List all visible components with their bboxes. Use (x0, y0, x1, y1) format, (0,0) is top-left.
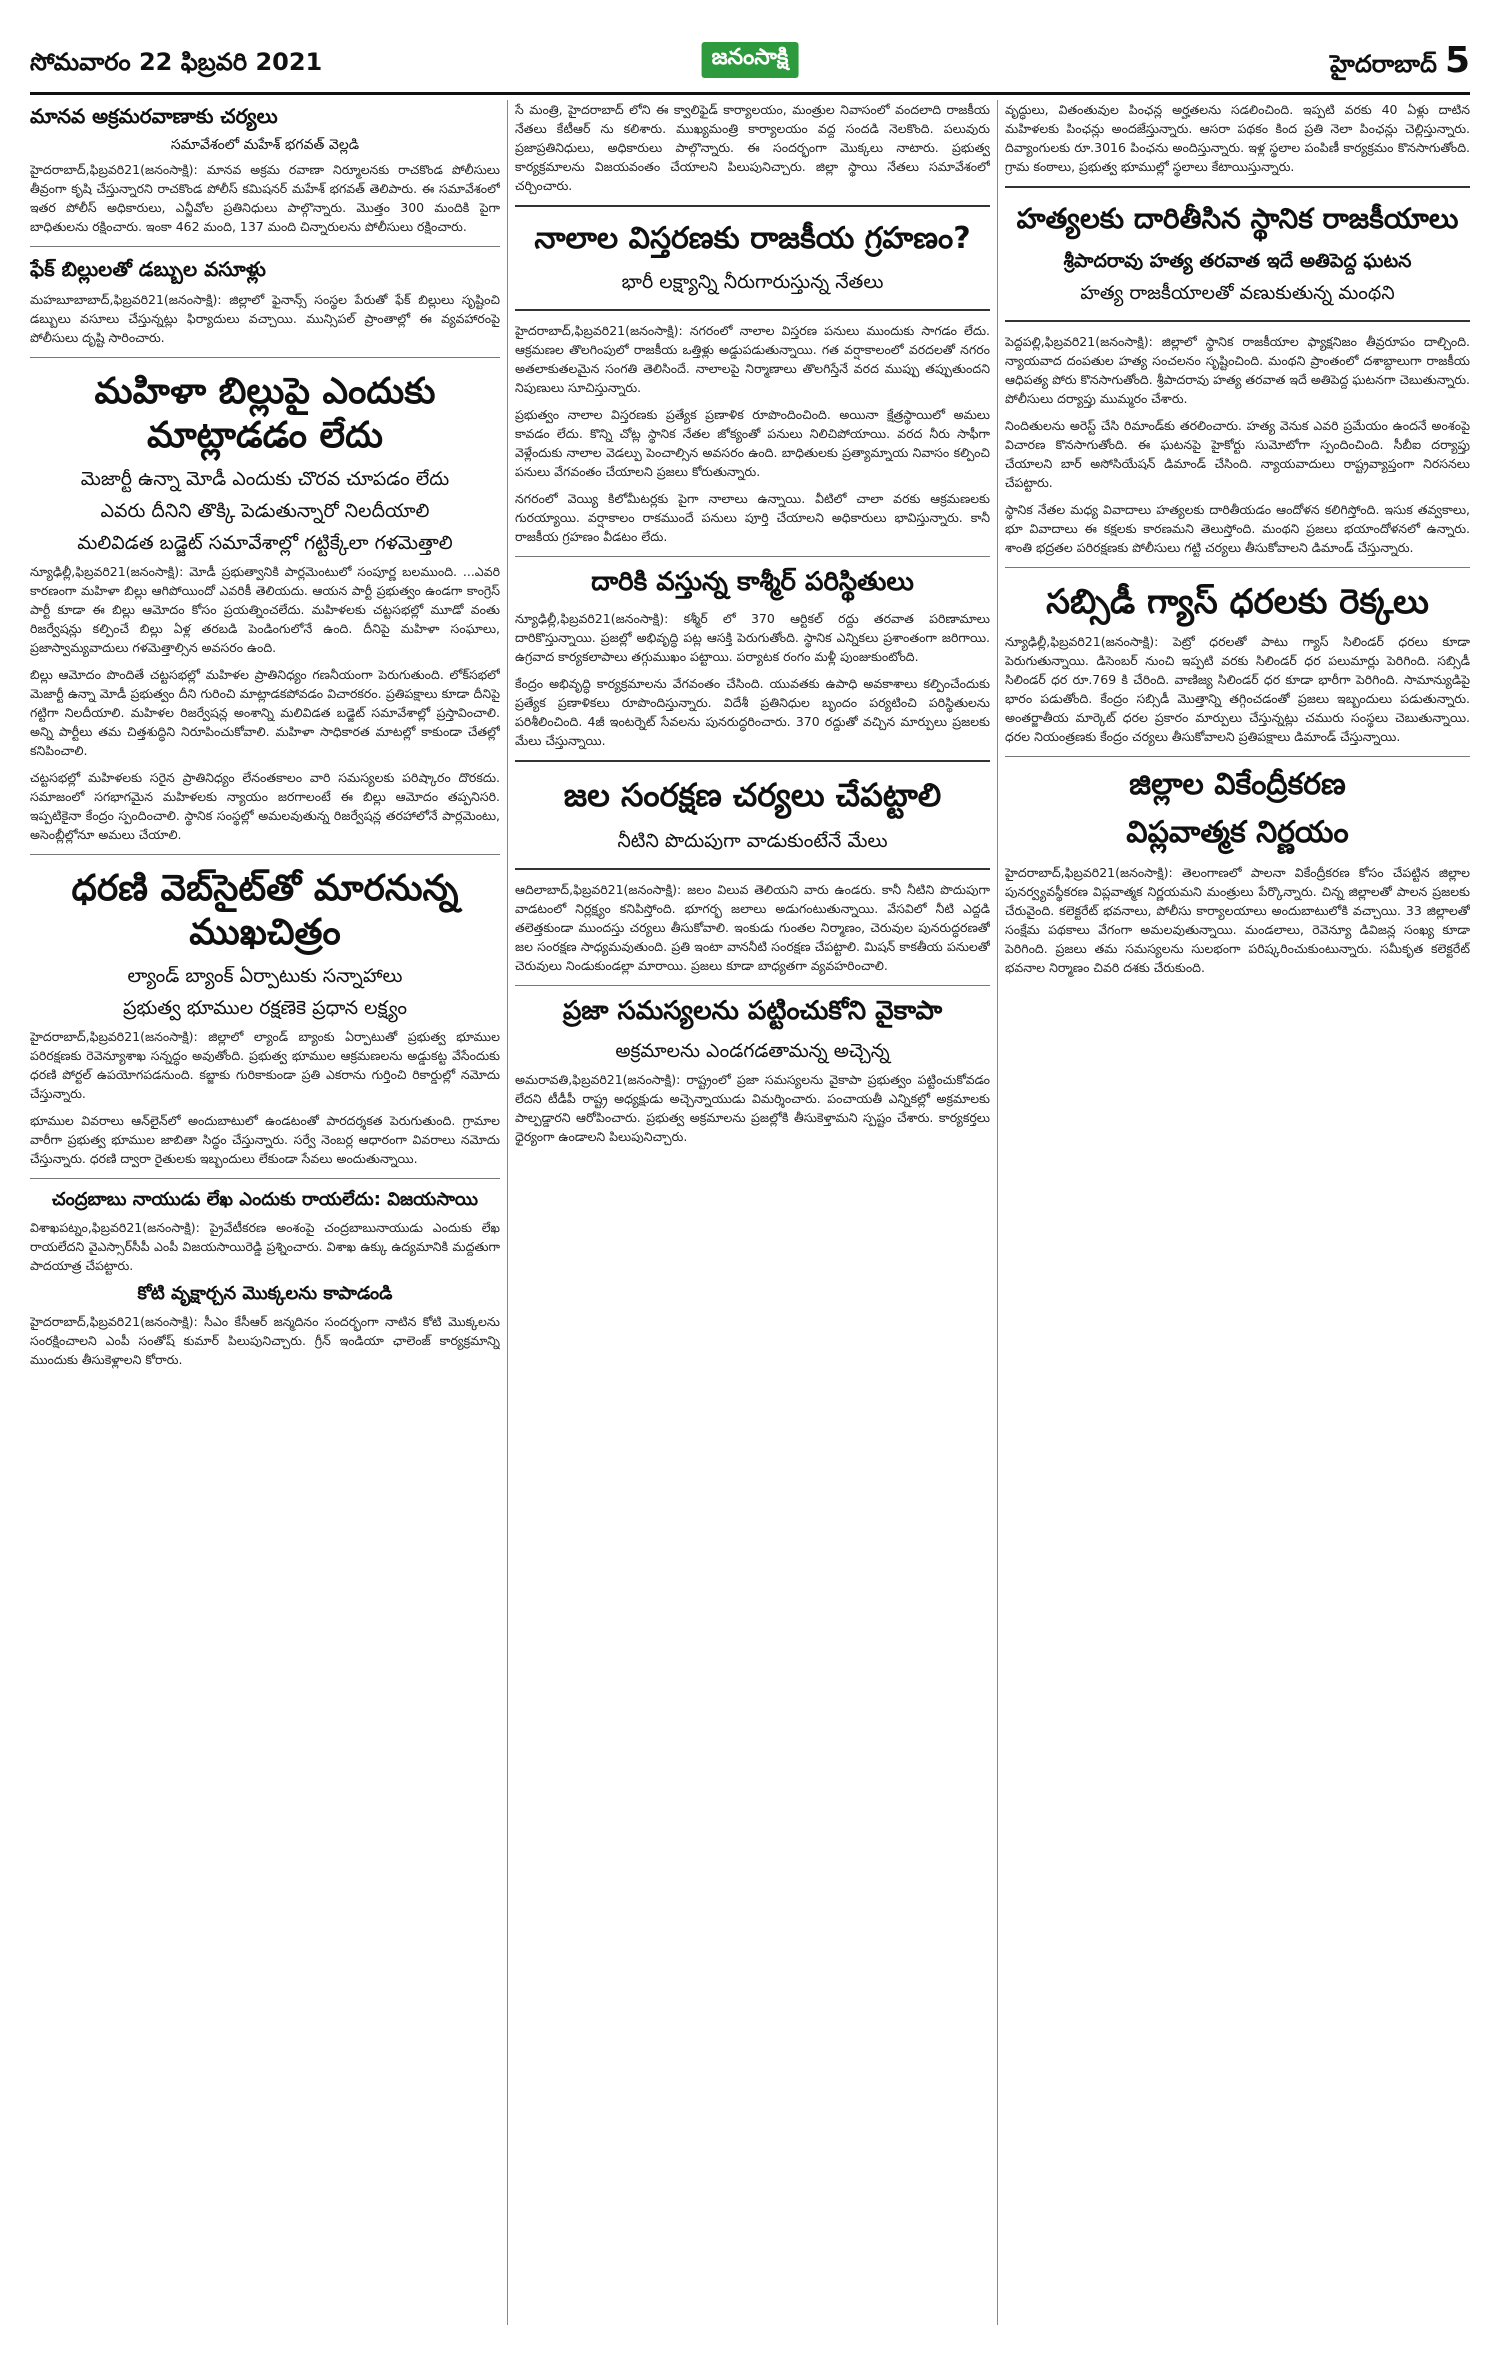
article-body: పెద్దపల్లి,ఫిబ్రవరి21(జనంసాక్షి): జిల్లాలో స్థానిక రాజకీయాల ఫ్యాక్షనిజం తీవ్రరూపం దాల్చింది. న్యాయవాద దంపతుల హత్య సంచలనం సృష్టించింది. మంథని ప్రాంతంలో దశాబ్దాలుగా రాజకీయ ఆధిపత్య పోరు కొనసాగుతోంది. శ్రీపాదరావు హత్య తరవాత ఇదే అతిపెద్ద ఘటనగా చెబుతున్నారు. పోలీసులు దర్యాప్తు ముమ్మరం చేశారు. (1005, 334, 1470, 406)
article-subhead: మెజార్టీ ఉన్నా మోడీ ఎందుకు చొరవ చూపడం లేదు (80, 468, 450, 490)
headline-box (515, 205, 990, 311)
headline-box (1005, 186, 1470, 322)
article-subhead: ఎవరు దీనిని తొక్కి పెడుతున్నారో నిలదీయాలి (100, 500, 430, 522)
article-body: స్థానిక నేతల మధ్య వివాదాలు హత్యలకు దారితీయడం ఆందోళన కలిగిస్తోంది. ఇసుక తవ్వకాలు, భూ వివాదాలు ఈ కక్షలకు కారణమని తెలుస్తోంది. మంథని ప్రజలు భయాందోళనలో ఉన్నారు. శాంతి భద్రతల పరిరక్షణకు పోలీసులు గట్టి చర్యలు తీసుకోవాలని డిమాండ్ చేస్తున్నారు. (1005, 502, 1470, 555)
article-subhead: శ్రీపాదరావు హత్య తరవాత ఇదే అతిపెద్ద ఘటన (1063, 250, 1412, 272)
article-headline: మహిళా బిల్లుపై ఎందుకు మాట్లాడడం లేదు (94, 371, 436, 456)
column-3 (1005, 100, 1470, 2325)
newspaper-logo (702, 42, 799, 78)
article-headline: దారికి వస్తున్న కాశ్మీర్ పరిస్థితులు (591, 567, 914, 597)
article-subhead: నీటిని పొదుపుగా వాడుకుంటేనే మేలు (617, 830, 888, 852)
article-body: న్యూఢిల్లీ,ఫిబ్రవరి21(జనంసాక్షి): మోడీ ప్రభుత్వానికి పార్లమెంటులో సంపూర్ణ బలముంది. ...ఎవరి కారణంగా మహిళా బిల్లు ఆగిపోయిందో ఎవరికీ తెలియదు. ఆయన పార్టీ ప్రభుత్వం ఉండగా కాంగ్రెస్ పార్టీ కూడా ఈ బిల్లు ఆమోదం కోసం ప్రయత్నించలేదు. మహిళలకు చట్టసభల్లో మూడో వంతు రిజర్వేషన్లు కల్పించే బిల్లు ఏళ్ల తరబడి పెండింగులోనే ఉంది. దీనిపై మహిళా సంఘాలు, ప్రజాస్వామ్యవాదులు గళమెత్తాల్సిన అవసరం ఉంది. (30, 564, 500, 655)
issue-date: సోమవారం 22 ఫిబ్రవరి 2021 (30, 48, 323, 76)
article-subhead: హత్య రాజకీయాలతో వణుకుతున్న మంథని (1080, 282, 1395, 304)
divider (1005, 756, 1470, 757)
article-body: హైదరాబాద్,ఫిబ్రవరి21(జనంసాక్షి): మానవ అక్రమ రవాణా నిర్మూలనకు రాచకొండ పోలీసులు తీవ్రంగా కృషి చేస్తున్నారని రాచకొండ పోలీస్ కమిషనర్ మహేశ్ భగవత్ తెలిపారు. ఈ సమావేశంలో ఇతర పోలీస్ అధికారులు, ఎన్జీవోల ప్రతినిధులు పాల్గొన్నారు. మొత్తం 300 మందికి పైగా బాధితులను రక్షించారు. ఇంకా 462 మంది, 137 మంది చిన్నారులను పోలీసులు రక్షించారు. (30, 162, 500, 234)
headline-box (515, 760, 990, 870)
divider (30, 854, 500, 855)
column-divider (997, 100, 998, 2325)
article-body: హైదరాబాద్,ఫిబ్రవరి21(జనంసాక్షి): జిల్లాలో ల్యాండ్ బ్యాంకు ఏర్పాటుతో ప్రభుత్వ భూముల పరిరక్షణకు రెవెన్యూశాఖ సన్నద్ధం అవుతోంది. ప్రభుత్వ భూముల ఆక్రమణలను అడ్డుకట్ట వేసేందుకు ధరణి పోర్టల్ ఉపయోగపడనుంది. కబ్జాకు గురికాకుండా ప్రతి ఎకరాను గుర్తించి రికార్డుల్లో నమోదు చేస్తున్నారు. (30, 1029, 500, 1101)
article-body: కేంద్రం అభివృద్ధి కార్యక్రమాలను వేగవంతం చేసింది. యువతకు ఉపాధి అవకాశాలు కల్పించేందుకు ప్రత్యేక ప్రణాళికలు రూపొందిస్తున్నారు. విదేశీ ప్రతినిధుల బృందం పర్యటించి పరిస్థితులను పరిశీలించింది. 4జీ ఇంటర్నెట్ సేవలను పునరుద్ధరించారు. 370 రద్దుతో వచ్చిన మార్పులు ప్రజలకు మేలు చేస్తున్నాయి. (515, 676, 990, 748)
article-headline: నాలాల విస్తరణకు రాజకీయ గ్రహణం? (534, 221, 971, 256)
article-body: హైదరాబాద్,ఫిబ్రవరి21(జనంసాక్షి): సీఎం కేసీఆర్ జన్మదినం సందర్భంగా నాటిన కోటి మొక్కలను సంరక్షించాలని ఎంపీ సంతోష్ కుమార్ పిలుపునిచ్చారు. గ్రీన్ ఇండియా ఛాలెంజ్ కార్యక్రమాన్ని ముందుకు తీసుకెళ్లాలని కోరారు. (30, 1314, 500, 1367)
article-subhead: మలివిడత బడ్జెట్ సమావేశాల్లో గట్టిక్కేలా గళమెత్తాలి (77, 532, 453, 554)
article-headline: హత్యలకు దారితీసిన స్థానిక రాజకీయాలు (1016, 202, 1459, 235)
article-headline: విప్లవాత్మక నిర్ణయం (1126, 815, 1349, 850)
article-headline: జిల్లాల వికేంద్రీకరణ (1129, 767, 1346, 802)
article-headline: ధరణి వెబ్‌సైట్‌తో మారనున్న ముఖచిత్రం (71, 868, 459, 953)
divider (30, 357, 500, 358)
column-2 (515, 100, 990, 2325)
article-body: న్యూఢిల్లీ,ఫిబ్రవరి21(జనంసాక్షి): కశ్మీర్ లో 370 ఆర్టికల్ రద్దు తరవాత పరిణామాలు దారికొస్తున్నాయి. ప్రజల్లో అభివృద్ధి పట్ల ఆసక్తి పెరుగుతోంది. స్థానిక ఎన్నికలు ప్రశాంతంగా జరిగాయి. ఉగ్రవాద కార్యకలాపాలు తగ్గుముఖం పట్టాయి. పర్యాటక రంగం మళ్లీ పుంజుకుంటోంది. (515, 611, 990, 664)
page-number: 5 (1444, 40, 1470, 81)
divider (30, 1178, 500, 1179)
article-body: బిల్లు ఆమోదం పొందితే చట్టసభల్లో మహిళల ప్రాతినిధ్యం గణనీయంగా పెరుగుతుంది. లోక్‌సభలో మెజార్టీ ఉన్నా మోడీ ప్రభుత్వం దీని గురించి మాట్లాడకపోవడం విచారకరం. ప్రతిపక్షాలు కూడా దీనిపై గట్టిగా నిలదీయాలి. మహిళల రిజర్వేషన్ల అంశాన్ని మలివిడత బడ్జెట్ సమావేశాల్లో ప్రస్తావించాలి. అన్ని పార్టీలు తమ చిత్తశుద్ధిని నిరూపించుకోవాలి. మహిళా సాధికారత మాటల్లో కాకుండా చేతల్లో కనిపించాలి. (30, 667, 500, 758)
column-1 (30, 100, 500, 2325)
article-subhead: భారీ లక్ష్యాన్ని నీరుగారుస్తున్న నేతలు (621, 271, 884, 293)
divider (515, 985, 990, 986)
article-body: సే మంత్రి, హైదరాబాద్ లోని ఈ క్వాలిఫైడ్ కార్యాలయం, మంత్రుల నివాసంలో వందలాది రాజకీయ నేతలు కేటీఆర్ ను కలిశారు. ముఖ్యమంత్రి కార్యాలయం వద్ద సందడి నెలకొంది. పలువురు ప్రజాప్రతినిధులు, అధికారులు పాల్గొన్నారు. ఈ సందర్భంగా మొక్కలు నాటారు. ప్రభుత్వ కార్యక్రమాలను విజయవంతం చేయాలని పిలుపునిచ్చారు. జిల్లా స్థాయి నేతలు సమావేశంలో చర్చించారు. (515, 102, 990, 193)
article-body: హైదరాబాద్,ఫిబ్రవరి21(జనంసాక్షి): తెలంగాణలో పాలనా వికేంద్రీకరణ కోసం చేపట్టిన జిల్లాల పునర్వ్యవస్థీకరణ విప్లవాత్మక నిర్ణయమని మంత్రులు పేర్కొన్నారు. చిన్న జిల్లాలతో పాలన ప్రజలకు చేరువైంది. కలెక్టరేట్ భవనాలు, పోలీసు కార్యాలయాలు అందుబాటులోకి వచ్చాయి. 33 జిల్లాలతో సంక్షేమ పథకాలు వేగంగా అమలవుతున్నాయి. మండలాలు, రెవెన్యూ డివిజన్ల సంఖ్య కూడా పెరిగింది. ప్రజలు తమ సమస్యలను సులభంగా పరిష్కరించుకుంటున్నారు. సమీకృత కలెక్టరేట్ భవనాల నిర్మాణం చివరి దశకు చేరుకుంది. (1005, 865, 1470, 975)
article-subhead: ల్యాండ్ బ్యాంక్ ఏర్పాటుకు సన్నాహాలు (127, 965, 403, 987)
article-body: న్యూఢిల్లీ,ఫిబ్రవరి21(జనంసాక్షి): పెట్రో ధరలతో పాటు గ్యాస్ సిలిండర్ ధరలు కూడా పెరుగుతున్నాయి. డిసెంబర్ నుంచి ఇప్పటి వరకు సిలిండర్ ధర పలుమార్లు పెరిగింది. సబ్సిడీ సిలిండర్ ధర రూ.769 కి చేరింది. వాణిజ్య సిలిండర్ ధర కూడా భారీగా పెరిగింది. సామాన్యుడిపై భారం పడుతోంది. కేంద్రం సబ్సిడీ మొత్తాన్ని తగ్గించడంతో ప్రజలు ఇబ్బందులు పడుతున్నారు. అంతర్జాతీయ మార్కెట్ ధరల ప్రకారం మార్పులు చేస్తున్నట్లు చమురు సంస్థలు చెబుతున్నాయి. ధరల నియంత్రణకు కేంద్రం చర్యలు తీసుకోవాలని ప్రతిపక్షాలు డిమాండ్ చేస్తున్నాయి. (1005, 634, 1470, 744)
article-body: భూముల వివరాలు ఆన్‌లైన్‌లో అందుబాటులో ఉండటంతో పారదర్శకత పెరుగుతుంది. గ్రామాల వారీగా ప్రభుత్వ భూముల జాబితా సిద్ధం చేస్తున్నారు. సర్వే నెంబర్ల ఆధారంగా వివరాలు నమోదు చేస్తున్నారు. ధరణి ద్వారా రైతులకు ఇబ్బందులు లేకుండా సేవలు అందుతున్నాయి. (30, 1113, 500, 1166)
article-body: మహబూబాబాద్,ఫిబ్రవరి21(జనంసాక్షి): జిల్లాలో ఫైనాన్స్ సంస్థల పేరుతో ఫేక్ బిల్లులు సృష్టించి డబ్బులు వసూలు చేస్తున్నట్లు ఫిర్యాదులు వచ్చాయి. మున్సిపల్ ప్రాంతాల్లో ఈ వ్యవహారంపై పోలీసులు దృష్టి సారించారు. (30, 292, 500, 345)
article-body: నగరంలో వెయ్యి కిలోమీటర్లకు పైగా నాలాలు ఉన్నాయి. వీటిలో చాలా వరకు ఆక్రమణలకు గురయ్యాయి. వర్షాకాలం రాకముందే పనులు పూర్తి చేయాలని అధికారులు భావిస్తున్నారు. కానీ రాజకీయ గ్రహణం వీడటం లేదు. (515, 491, 990, 544)
article-body: ప్రభుత్వం నాలాల విస్తరణకు ప్రత్యేక ప్రణాళిక రూపొందించింది. అయినా క్షేత్రస్థాయిలో అమలు కావడం లేదు. కొన్ని చోట్ల స్థానిక నేతల జోక్యంతో పనులు నిలిచిపోయాయి. వరద నీరు సాఫీగా వెళ్లేందుకు నాలాల వెడల్పు పెంచాల్సిన అవసరం ఉంది. బాధితులకు ప్రత్యామ్నాయ నివాసం కల్పించి పనులు వేగవంతం చేయాలని ప్రజలు కోరుతున్నారు. (515, 407, 990, 479)
article-body: అమరావతి,ఫిబ్రవరి21(జనంసాక్షి): రాష్ట్రంలో ప్రజా సమస్యలను వైకాపా ప్రభుత్వం పట్టించుకోవడం లేదని టీడీపీ రాష్ట్ర అధ్యక్షుడు అచ్చెన్నాయుడు విమర్శించారు. పంచాయతీ ఎన్నికల్లో అక్రమాలకు పాల్పడ్డారని ఆరోపించారు. ప్రభుత్వ అక్రమాలను ప్రజల్లోకి తీసుకెళ్తామని స్పష్టం చేశారు. కార్యకర్తలు ధైర్యంగా ఉండాలని పిలుపునిచ్చారు. (515, 1072, 990, 1144)
article-headline: కోటి వృక్షార్చన మొక్కలను కాపాడండి (137, 1283, 393, 1304)
article-body: విశాఖపట్నం,ఫిబ్రవరి21(జనంసాక్షి): ప్రైవేటీకరణ అంశంపై చంద్రబాబునాయుడు ఎందుకు లేఖ రాయలేదని వైఎస్సార్‌సీపీ ఎంపీ విజయసాయిరెడ్డి ప్రశ్నించారు. విశాఖ ఉక్కు ఉద్యమానికి మద్దతుగా పాదయాత్ర చేపట్టారు. (30, 1220, 500, 1273)
divider (515, 556, 990, 557)
column-divider (507, 100, 508, 2325)
divider (1005, 567, 1470, 568)
article-subhead: అక్రమాలను ఎండగడతామన్న అచ్చెన్న (615, 1040, 890, 1062)
article-headline: ప్రజా సమస్యలను పట్టించుకోని వైకాపా (562, 996, 943, 1026)
article-headline: చంద్రబాబు నాయుడు లేఖ ఎందుకు రాయలేదు: విజయసాయి (51, 1189, 479, 1210)
edition-city: హైదరాబాద్ (1330, 50, 1437, 78)
article-body: వృద్ధులు, వితంతువుల పింఛన్ల అర్హతలను సడలించింది. ఇప్పటి వరకు 40 ఏళ్లు దాటిన మహిళలకు పింఛన్లు అందజేస్తున్నారు. ఆసరా పథకం కింద ప్రతి నెలా పింఛన్లు చెల్లిస్తున్నారు. దివ్యాంగులకు రూ.3016 పింఛను అందిస్తున్నారు. ఇళ్ల స్థలాల పంపిణీ కార్యక్రమం కొనసాగుతోంది. గ్రామ కంఠాలు, ప్రభుత్వ భూముల్లో స్థలాలు కేటాయిస్తున్నారు. (1005, 102, 1470, 174)
article-headline: ఫేక్ బిల్లులతో డబ్బుల వసూళ్లు (30, 257, 266, 281)
divider (30, 246, 500, 247)
article-body: నిందితులను అరెస్ట్ చేసి రిమాండ్‌కు తరలించారు. హత్య వెనుక ఎవరి ప్రమేయం ఉందనే అంశంపై విచారణ కొనసాగుతోంది. ఈ ఘటనపై హైకోర్టు సుమోటోగా స్పందించింది. సీబీఐ దర్యాప్తు చేయాలని బార్ అసోసియేషన్ డిమాండ్ చేసింది. న్యాయవాదులు రాష్ట్రవ్యాప్తంగా నిరసనలు చేపట్టారు. (1005, 418, 1470, 490)
masthead-rule (30, 92, 1470, 95)
article-headline: సబ్సిడీ గ్యాస్ ధరలకు రెక్కలు (1046, 582, 1429, 622)
masthead (30, 38, 1470, 88)
article-body: ఆదిలాబాద్,ఫిబ్రవరి21(జనంసాక్షి): జలం విలువ తెలియని వారు ఉండరు. కానీ నీటిని పొదుపుగా వాడటంలో నిర్లక్ష్యం కనిపిస్తోంది. భూగర్భ జలాలు అడుగంటుతున్నాయి. వేసవిలో నీటి ఎద్దడి తలెత్తకుండా ముందస్తు చర్యలు తీసుకోవాలి. ఇంకుడు గుంతల నిర్మాణం, చెరువుల పునరుద్ధరణతో జల సంరక్షణ సాధ్యమవుతుంది. ప్రతి ఇంటా వాననీటి సంరక్షణ చేపట్టాలి. మిషన్ కాకతీయ పనులతో చెరువులు నిండుకుండల్లా మారాయి. ప్రజలు కూడా బాధ్యతగా వ్యవహరించాలి. (515, 882, 990, 973)
article-headline: మానవ అక్రమరవాణాకు చర్యలు (30, 104, 278, 128)
logo-text: జనంసాక్షి (702, 42, 799, 78)
article-body: హైదరాబాద్,ఫిబ్రవరి21(జనంసాక్షి): నగరంలో నాలాల విస్తరణ పనులు ముందుకు సాగడం లేదు. ఆక్రమణల తొలగింపులో రాజకీయ ఒత్తిళ్లు అడ్డుపడుతున్నాయి. గత వర్షాకాలంలో వరదలతో నగరం అతలాకుతలమైన సంగతి తెలిసిందే. నాలాలపై నిర్మాణాలు తొలగిస్తేనే వరద ముప్పు తప్పుతుందని నిపుణులు సూచిస్తున్నారు. (515, 323, 990, 395)
article-subhead: ప్రభుత్వ భూముల రక్షణెకె ప్రధాన లక్ష్యం (122, 997, 408, 1019)
article-headline: జల సంరక్షణ చర్యలు చేపట్టాలి (563, 776, 942, 814)
article-body: చట్టసభల్లో మహిళలకు సరైన ప్రాతినిధ్యం లేనంతకాలం వారి సమస్యలకు పరిష్కారం దొరకదు. సమాజంలో సగభాగమైన మహిళలకు న్యాయం జరగాలంటే ఈ బిల్లు ఆమోదం తప్పనిసరి. ఇప్పటికైనా కేంద్రం స్పందించాలి. స్థానిక సంస్థల్లో అమలవుతున్న రిజర్వేషన్ల తరహాలోనే పార్లమెంటు, అసెంబ్లీల్లోనూ అమలు చేయాలి. (30, 770, 500, 842)
article-subhead: సమావేశంలో మహేశ్ భగవత్ వెల్లడి (170, 137, 360, 153)
page-info (1330, 40, 1470, 84)
